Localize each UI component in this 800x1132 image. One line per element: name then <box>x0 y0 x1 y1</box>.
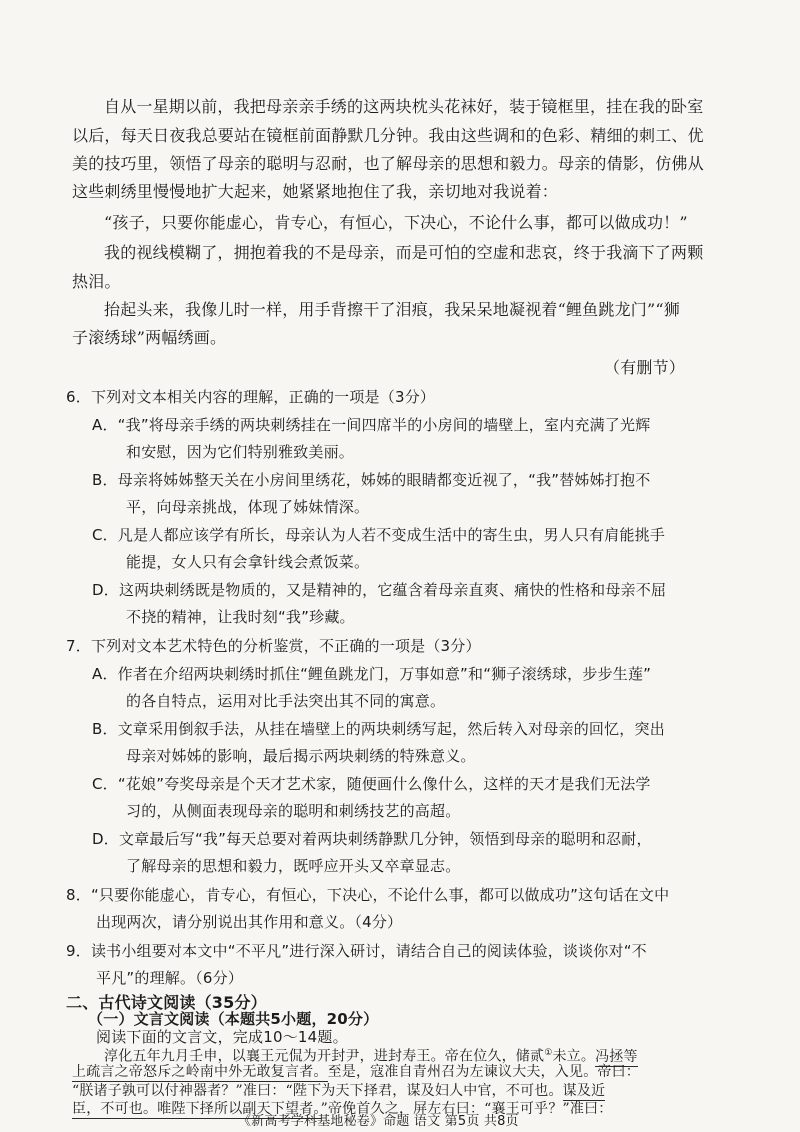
q6-option-a-line2: 和安慰，因为它们特别雅致美丽。 <box>126 443 355 461</box>
q7-option-a-line1: A．作者在介绍两块刺绣时抓住“鲤鱼跳龙门，万事如意”和“狮子滚绣球，步步生莲” <box>92 665 652 683</box>
q6-option-b-line2: 平，向母亲挑战，体现了姊妹情深。 <box>126 498 370 516</box>
question-8-stem-line1: 8．“只要你能虚心，肯专心，有恒心，下决心，不论什么事，都可以做成功”这句话在文中 <box>66 886 670 904</box>
q6-option-d-line1: D．这两块刺绣既是物质的，又是精神的，它蕴含着母亲直爽、痛快的性格和母亲不屈 <box>92 581 667 599</box>
passage-p2: “孩子，只要你能虚心，肯专心，有恒心，下决心，不论什么事，都可以做成功！” <box>104 213 688 232</box>
q7-option-b-line1: B．文章采用倒叙手法，从挂在墙壁上的两块刺绣写起，然后转入对母亲的回忆，突出 <box>92 720 665 738</box>
question-7-stem: 7．下列对文本艺术特色的分析鉴赏，不正确的一项是（3分） <box>66 637 481 655</box>
passage-p4-line2: 子滚绣球”两幅绣画。 <box>72 328 227 347</box>
classical-line-1: 淳化五年九月壬申，以襄王元侃为开封尹，进封寿王。帝在位久，储贰①未立。冯拯等 <box>104 1048 638 1065</box>
question-8-stem-line2: 出现两次，请分别说出其作用和意义。（4分） <box>96 913 403 931</box>
underline-segment: 谋及近 <box>562 1083 606 1099</box>
abridged-note: （有删节） <box>604 358 686 377</box>
q6-option-c-line1: C．凡是人都应该学有所长，母亲认为人若不变成生活中的寄生虫，男人只有肩能挑手 <box>92 526 666 544</box>
q7-option-b-line2: 母亲对姊姊的影响，最后揭示两块刺绣的特殊意义。 <box>126 747 476 765</box>
underline-segment: 上疏言之帝怒斥之岭南中外无敢复言者。 <box>72 1064 328 1080</box>
q7-option-d-line2: 了解母亲的思想和毅力，既呼应开头又卒章显志。 <box>126 857 461 875</box>
q6-option-a-line1: A．“我”将母亲手绣的两块刺绣挂在一间四席半的小房间的墙壁上，室内充满了光辉 <box>92 416 651 434</box>
section-2-subtitle: （一）文言文阅读（本题共5小题，20分） <box>88 1010 379 1028</box>
classical-line-4: 臣，不可也。唯陛下择所以副天下望者。”帝俛首久之，屏左右曰：“襄王可乎？”准曰： <box>72 1101 613 1117</box>
underline-segment: 冯拯等 <box>595 1048 638 1065</box>
passage-p1-line4: 这些刺绣里慢慢地扩大起来，她紧紧地抱住了我，亲切地对我说着： <box>72 182 559 201</box>
question-9-stem-line1: 9．读书小组要对本文中“不平凡”进行深入研讨，请结合自己的阅读体验，谈谈你对“不 <box>66 942 647 960</box>
q6-option-d-line2: 不挠的精神，让我时刻“我”珍藏。 <box>126 608 355 626</box>
classical-line-3: “朕诸子孰可以付神器者？”准曰：“陛下为天下择君，谋及妇人中官，不可也。谋及近 <box>72 1083 606 1099</box>
page-footer: 《新高考学科基地秘卷》命题 语文 第5页 共8页 <box>238 1114 519 1129</box>
q7-option-d-line1: D．文章最后写“我”每天总要对着两块刺绣静默几分钟，领悟到母亲的聪明和忍耐， <box>92 830 652 848</box>
question-6-stem: 6．下列对文本相关内容的理解，正确的一项是（3分） <box>66 388 436 406</box>
section-2-intro: 阅读下面的文言文，完成10～14题。 <box>96 1028 348 1046</box>
classical-line-2: 上疏言之帝怒斥之岭南中外无敢复言者。至是，寇准自青州召为左谏议大夫，入见。帝曰： <box>72 1064 641 1080</box>
q7-option-a-line2: 的各自特点，运用对比手法突出其不同的寓意。 <box>126 692 446 710</box>
question-9-stem-line2: 平凡”的理解。（6分） <box>96 969 244 987</box>
passage-p1-line3: 美的技巧里，领悟了母亲的聪明与忍耐，也了解母亲的思想和毅力。母亲的倩影，仿佛从 <box>72 154 704 173</box>
section-2-title: 二、古代诗文阅读（35分） <box>66 993 267 1012</box>
q7-option-c-line2: 习的，从侧面表现母亲的聪明和刺绣技艺的高超。 <box>126 802 461 820</box>
passage-p1-line1: 自从一星期以前，我把母亲亲手绣的这两块枕头花袜好，装于镜框里，挂在我的卧室 <box>104 97 704 116</box>
underline-segment: 臣，不可也。唯陛下择所以副天下望者。 <box>72 1101 321 1117</box>
passage-p3-line1: 我的视线模糊了，拥抱着我的不是母亲，而是可怕的空虚和悲哀，终于我滴下了两颗 <box>104 243 704 262</box>
q6-option-c-line2: 能提，女人只有会拿针线会煮饭菜。 <box>126 553 370 571</box>
q7-option-c-line1: C．“花娘”夸奖母亲是个天才艺术家，随便画什么像什么，这样的天才是我们无法学 <box>92 775 651 793</box>
passage-p1-line2: 以后，每天日夜我总要站在镜框前面静默几分钟。我由这些调和的色彩、精细的刺工、优 <box>72 126 704 145</box>
q6-option-b-line1: B．母亲将姊姊整天关在小房间里绣花，姊姊的眼睛都变近视了，“我”替姊姊打抱不 <box>92 471 651 489</box>
passage-p4-line1: 抬起头来，我像儿时一样，用手背擦干了泪痕，我呆呆地凝视着“鲤鱼跳龙门”“狮 <box>104 300 680 319</box>
passage-p3-line2: 热泪。 <box>72 272 121 291</box>
